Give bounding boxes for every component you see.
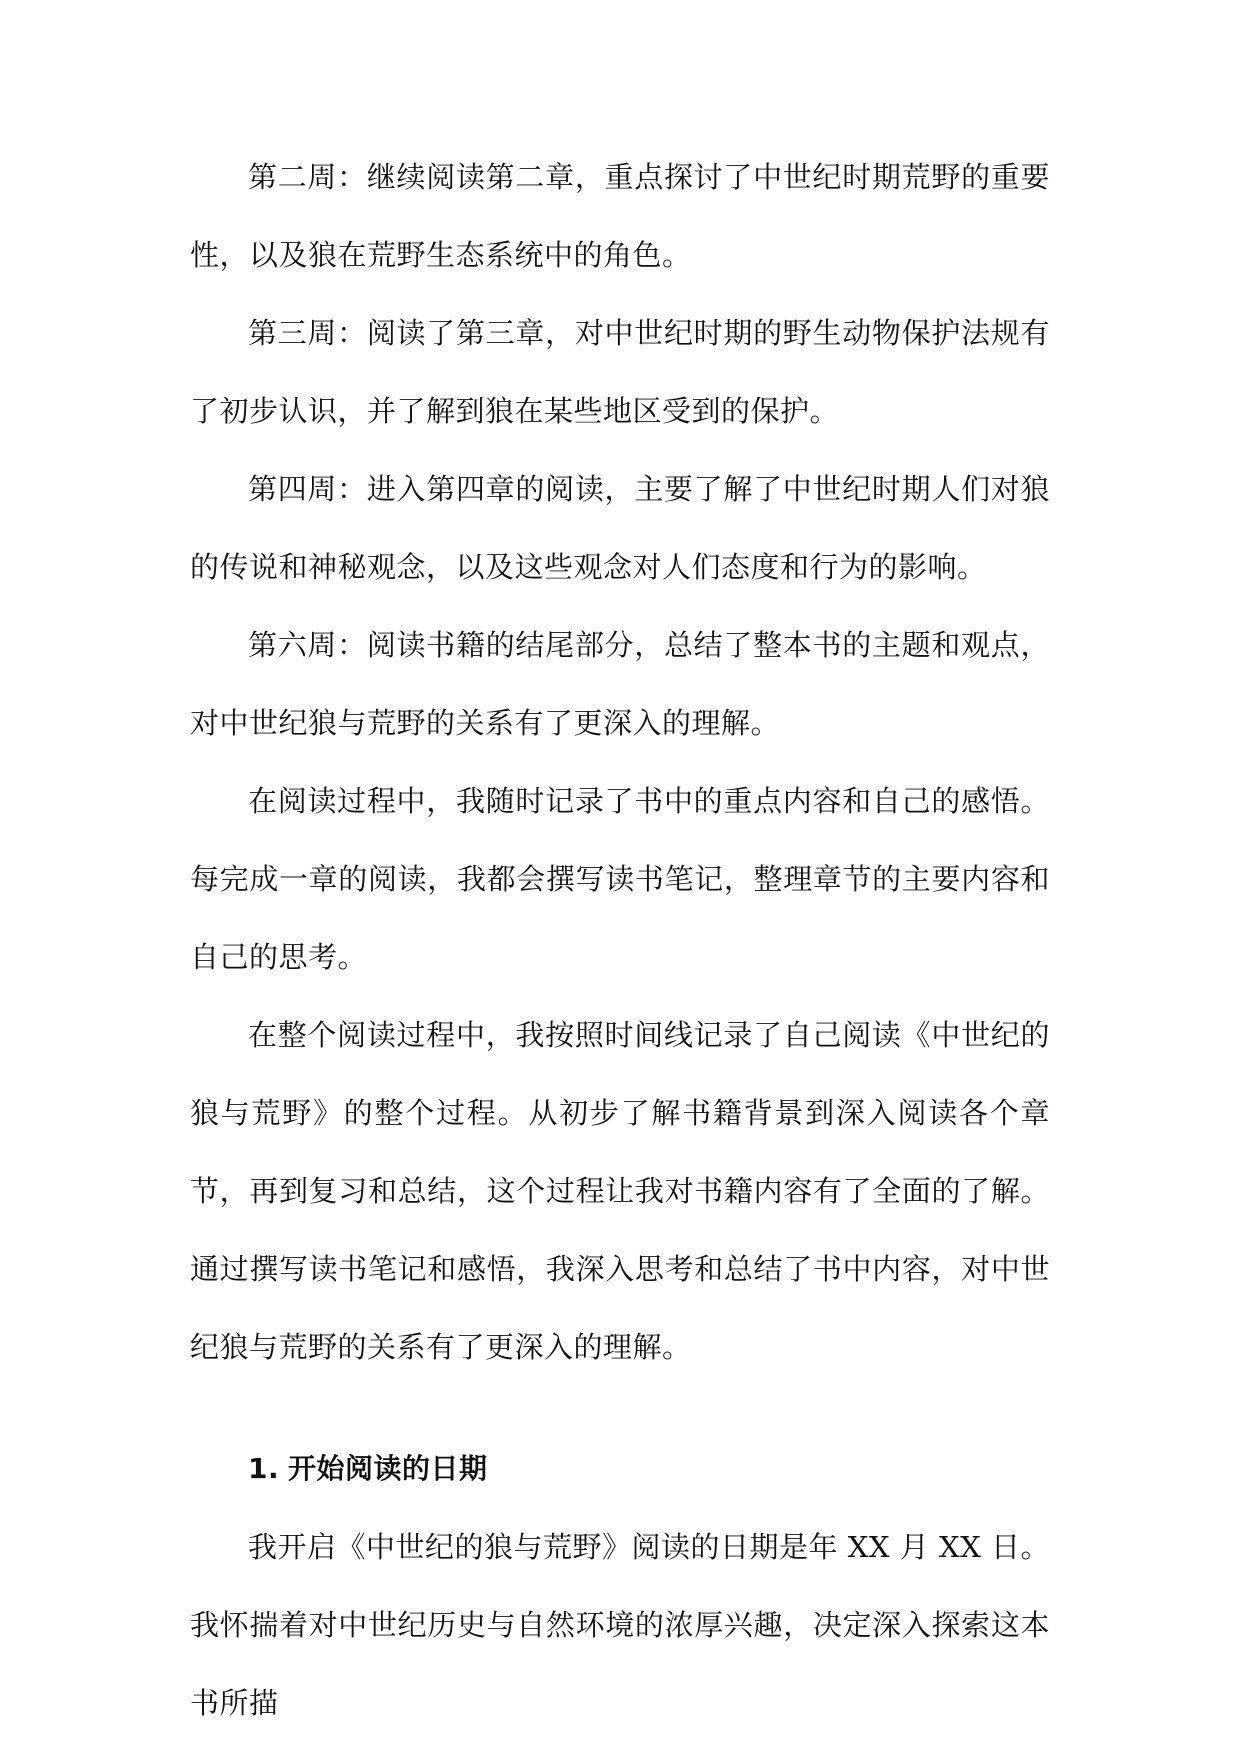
paragraph-start-date: 我开启《中世纪的狼与荒野》阅读的日期是年 XX 月 XX 日。我怀揣着对中世纪历史与自然环境的浓厚兴趣，决定深入探索这本书所描: [190, 1530, 1050, 1720]
section-title: 开始阅读的日期: [288, 1452, 488, 1485]
document-body: [190, 138, 1050, 1742]
section-heading: [248, 1430, 1050, 1508]
paragraph-week-two: 第二周：继续阅读第二章，重点探讨了中世纪时期荒野的重要性，以及狼在荒野生态系统中的角色。: [190, 160, 1050, 272]
paragraph-reading-summary: 在整个阅读过程中，我按照时间线记录了自己阅读《中世纪的狼与荒野》的整个过程。从初步了解书籍背景到深入阅读各个章节，再到复习和总结，这个过程让我对书籍内容有了全面的了解。通过撰写读书笔记和感悟，我深入思考和总结了书中内容，对中世纪狼与荒野的关系有了更深入的理解。: [190, 1018, 1050, 1364]
paragraph-week-four: 第四周：进入第四章的阅读，主要了解了中世纪时期人们对狼的传说和神秘观念，以及这些观念对人们态度和行为的影响。: [190, 472, 1050, 584]
paragraph-week-three: 第三周：阅读了第三章，对中世纪时期的野生动物保护法规有了初步认识，并了解到狼在某些地区受到的保护。: [190, 316, 1050, 428]
paragraph-reading-notes: 在阅读过程中，我随时记录了书中的重点内容和自己的感悟。每完成一章的阅读，我都会撰写读书笔记，整理章节的主要内容和自己的思考。: [190, 784, 1050, 974]
section-number: 1.: [248, 1452, 280, 1485]
paragraph-week-six: 第六周：阅读书籍的结尾部分，总结了整本书的主题和观点，对中世纪狼与荒野的关系有了更深入的理解。: [190, 628, 1050, 740]
